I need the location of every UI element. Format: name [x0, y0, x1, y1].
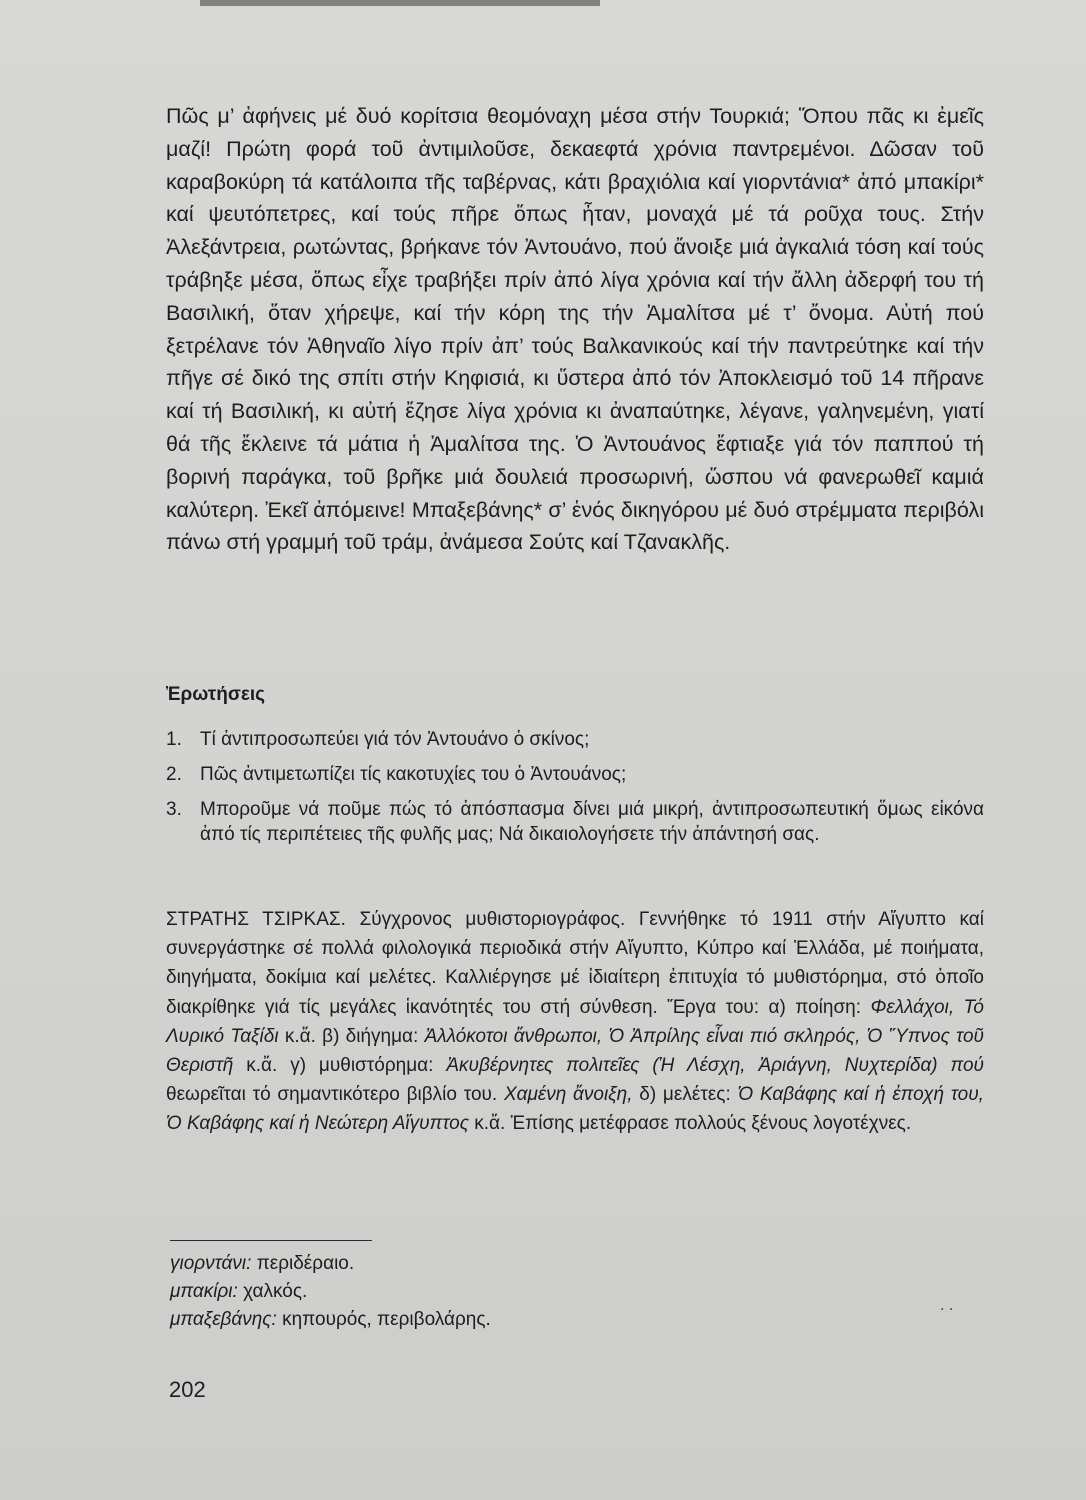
author-bio	[166, 905, 984, 1139]
author-bio-text	[166, 905, 984, 1139]
footnote-item	[170, 1306, 491, 1334]
footnote-item	[170, 1250, 491, 1278]
questions-list	[166, 727, 984, 857]
bio-text-segment: κ.ἄ. γ) μυθιστόρημα:	[233, 1055, 447, 1077]
bio-text-segment: κ.ἄ. Ἐπίσης μετέφρασε πολλούς ξένους λογοτέχνες.	[468, 1113, 912, 1135]
scan-speck: · ·	[940, 1302, 954, 1318]
question-text: Μποροῦμε νά ποῦμε πώς τό ἀπόσπασμα δίνει μιά μικρή, ἀντιπροσωπευτική ὅμως εἰκόνα ἀπό τίς περιπέτειες τῆς φυλῆς μας; Νά δικαιολογήσετε τήν ἀπάντησή σας.	[200, 799, 984, 845]
bio-text-segment: δ) μελέτες:	[632, 1084, 738, 1106]
question-number: 1.	[166, 729, 182, 750]
question-item	[166, 797, 984, 847]
page-number: 202	[169, 1377, 206, 1402]
bio-work-title: Χαμένη ἄνοιξη,	[503, 1084, 633, 1106]
question-text: Τί ἀντιπροσωπεύει γιά τόν Ἀντουάνο ὁ σκίνος;	[200, 729, 590, 750]
question-number: 3.	[166, 799, 182, 820]
question-item	[166, 727, 984, 752]
footnote-definition: περιδέραιο.	[251, 1253, 355, 1274]
questions-heading: Ἐρωτήσεις	[166, 684, 266, 705]
main-paragraph	[166, 100, 984, 559]
main-paragraph-text: Πῶς μ’ ἀφήνεις μέ δυό κορίτσια θεομόναχη μέσα στήν Τουρκιά; Ὅπου πᾶς κι ἐμεῖς μαζί! Πρώτη φορά τοῦ ἀντιμιλοῦσε, δεκαεφτά χρόνια παντρεμένοι. Δῶσαν τοῦ καραβοκύρη τά κατάλοιπα τῆς ταβέρνας, κάτι βραχιόλια καί γιορντάνια* ἀπό μπακίρι* καί ψευτόπετρες, καί τούς πῆρε ὅπως ἦταν, μοναχά μέ τά ροῦχα τους. Στήν Ἀλεξάντρεια, ρωτώντας, βρήκανε τόν Ἀντουάνο, πού ἄνοιξε μιά ἀγκαλιά τόση καί τούς τράβηξε μέσα, ὅπως εἶχε τραβήξει πρίν ἀπό λίγα χρόνια καί τήν ἄλλη ἀδερφή του τή Βασιλική, ὅταν χήρεψε, καί τήν κόρη της τήν Ἀμαλίτσα μέ τ’ ὄνομα. Αὐτή πού ξετρέλανε τόν Ἀθηναῖο λίγο πρίν ἀπ’ τούς Βαλκανικούς καί τήν παντρεύτηκε καί τήν πῆγε σέ δικό της σπίτι στήν Κηφισιά, κι ὕστερα ἀπό τόν Ἀποκλεισμό τοῦ 14 πῆρανε καί τή Βασιλική, κι αὐτή ἔζησε λίγα χρόνια κι ἀναπαύτηκε, λέγανε, γαληνεμένη, γιατί θά τῆς ἔκλεινε τά μάτια ἡ Ἀμαλίτσα της. Ὁ Ἀντουάνος ἔφτιαξε γιά τόν παππού τή βορινή παράγκα, τοῦ βρῆκε μιά δουλειά προσωρινή, ὥσπου νά φανερωθεῖ καμιά καλύτερη. Ἐκεῖ ἀπόμεινε! Μπαξεβάνης* σ’ ἑνός δικηγόρου μέ δυό στρέμματα περιβόλι πάνω στή γραμμή τοῦ τράμ, ἀνάμεσα Σούτς καί Τζανακλῆς.	[166, 104, 984, 555]
bio-text-segment: κ.ἄ. β) διήγημα:	[278, 1025, 425, 1047]
bio-text-segment: ΣΤΡΑΤΗΣ ΤΣΙΡΚΑΣ. Σύγχρονος μυθιστοριογράφος. Γεννήθηκε τό 1911 στήν Αἴγυπτο καί συνεργάστηκε σέ πολλά φιλολογικά περιοδικά στήν Αἴγυπτο, Κύπρο καί Ἑλλάδα, μέ ποιήματα, διηγήματα, δοκίμια καί μελέτες. Καλλιέργησε μέ ἰδιαίτερη ἐπιτυχία τό μυθιστόρημα, στό ὁποῖο διακρίθηκε γιά τίς μεγάλες ἱκανότητές του στή σύνθεση. Ἔργα του: α) ποίηση:	[166, 909, 984, 1018]
footnote-term: μπαξεβάνης:	[170, 1309, 277, 1330]
footnote-divider	[170, 1240, 372, 1241]
question-item	[166, 762, 984, 787]
bio-text-segment: θεωρεῖται τό σημαντικότερο βιβλίο του.	[166, 1084, 504, 1106]
bio-work-title: Ὁ Καβάφης καί ἡ ἐποχή του, Ὁ Καβάφης καί ἡ Νεώτερη Αἴγυπτος	[166, 1084, 984, 1135]
scan-edge-shadow	[200, 0, 600, 6]
footnote-item	[170, 1278, 491, 1306]
bio-work-title: Ἀκυβέρνητες πολιτεῖες (Ἡ Λέσχη, Ἀριάγνη, Νυχτερίδα) πού	[446, 1055, 984, 1077]
question-number: 2.	[166, 764, 182, 785]
bio-work-title: Φελλάχοι, Τό Λυρικό Ταξίδι	[166, 996, 984, 1047]
footnote-definition: κηπουρός, περιβολάρης.	[276, 1309, 491, 1330]
bio-work-title: Ἀλλόκοτοι ἄνθρωποι, Ὁ Ἀπρίλης εἶναι πιό σκληρός, Ὁ Ὕπνος τοῦ Θεριστῆ	[166, 1025, 984, 1077]
footnote-definition: χαλκός.	[237, 1281, 308, 1302]
footnotes	[170, 1250, 491, 1334]
footnote-term: μπακίρι:	[170, 1281, 238, 1302]
footnote-term: γιορντάνι:	[170, 1253, 252, 1274]
question-text: Πῶς ἀντιμετωπίζει τίς κακοτυχίες του ὁ Ἀντουάνος;	[200, 764, 627, 785]
